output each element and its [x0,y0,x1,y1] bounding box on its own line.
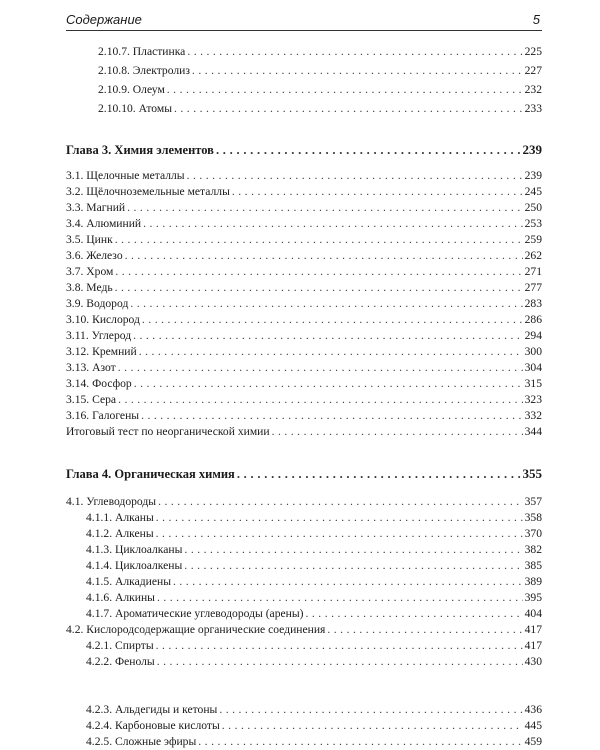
toc-entry-page: 358 [524,511,542,524]
toc-entry-label: 3.11. Углерод [66,329,132,342]
toc-chapter-heading[interactable] [66,466,542,482]
dot-leader [134,376,523,392]
toc-entry[interactable] [66,558,542,574]
dot-leader [187,44,522,60]
toc-entry-page: 436 [524,703,542,716]
toc-entry-page: 344 [524,425,542,438]
toc-entry[interactable] [66,542,542,558]
running-head-page-number: 5 [532,12,540,27]
toc-entry-page: 271 [524,265,542,278]
toc-entry[interactable] [66,216,542,232]
toc-entry-page: 294 [524,329,542,342]
dot-leader [156,526,523,542]
dot-leader [173,574,523,590]
toc-entry[interactable] [66,168,542,184]
toc-entry[interactable] [66,101,542,117]
toc-entry-label: 3.9. Водород [66,297,129,310]
toc-entry-page: 239 [524,169,542,182]
dot-leader [272,424,523,440]
toc-entry-label: 3.2. Щёлочноземельные металлы [66,185,230,198]
toc-entry[interactable] [66,702,542,717]
toc-entry-page: 253 [524,217,542,230]
toc-entry-label: 4.1.6. Алкины [86,591,155,604]
toc-entry-label: 3.16. Галогены [66,409,140,422]
toc-entry[interactable] [66,344,542,360]
toc-entry-label: 4.1.7. Ароматические углеводороды (арены) [86,607,304,620]
toc-entry-page: 262 [524,249,542,262]
toc-entry-label: 3.7. Хром [66,265,114,278]
toc-entry-label: Глава 3. Химия элементов [66,143,214,157]
dot-leader [142,312,523,328]
toc-entry-label: 3.13. Азот [66,361,116,374]
dot-leader [156,510,523,526]
toc-entry-page: 370 [524,527,542,540]
toc-entry[interactable] [66,392,542,408]
toc-entry-label: 3.12. Кремний [66,345,137,358]
toc-entry-label: 4.2.1. Спирты [86,639,154,652]
dot-leader [184,542,522,558]
toc-entry[interactable] [66,376,542,392]
toc-entry[interactable] [66,44,542,60]
dot-leader [237,466,521,482]
toc-entry-page: 417 [524,639,542,652]
toc-entry-label: 3.15. Сера [66,393,117,406]
toc-entry-label: 3.14. Фосфор [66,377,132,390]
toc-entry[interactable] [66,654,542,670]
toc-entry[interactable] [66,734,542,749]
dot-leader [306,606,523,622]
dot-leader [115,280,523,296]
dot-leader [192,63,523,79]
toc-entry[interactable] [66,424,542,440]
dot-leader [143,216,522,232]
toc-entry[interactable] [66,510,542,526]
toc-entry[interactable] [66,622,542,638]
toc-entry[interactable] [66,248,542,264]
toc-entry-page: 286 [524,313,542,326]
toc-entry-page: 239 [522,142,542,157]
dot-leader [187,168,523,184]
toc-entry-page: 233 [524,102,542,115]
toc-entry[interactable] [66,82,542,98]
dot-leader [219,702,522,718]
dot-leader [167,82,523,98]
dot-leader [130,296,522,312]
toc-entry[interactable] [66,638,542,654]
dot-leader [141,408,523,424]
toc-entry-label: 4.1.3. Циклоалканы [86,543,183,556]
dot-leader [184,558,522,574]
toc-entry-label: 4.2.2. Фенолы [86,655,155,668]
dot-leader [157,590,523,606]
toc-entry[interactable] [66,408,542,424]
toc-entry-page: 385 [524,559,542,572]
toc-entry-label: 4.2. Кислородсодержащие органические соединения [66,623,326,636]
toc-entry[interactable] [66,63,542,79]
toc-entry-label: 4.2.4. Карбоновые кислоты [86,719,220,732]
toc-entry-label: Глава 4. Органическая химия [66,467,235,481]
toc-entry-label: 3.5. Цинк [66,233,113,246]
dot-leader [133,328,523,344]
dot-leader [198,734,522,750]
toc-entry-page: 389 [524,575,542,588]
dot-leader [115,264,522,280]
toc-entry[interactable] [66,494,542,510]
toc-entry-page: 395 [524,591,542,604]
toc-entry-label: 3.3. Магний [66,201,126,214]
toc-entry[interactable] [66,232,542,248]
toc-entry-page: 323 [524,393,542,406]
toc-entry-page: 259 [524,233,542,246]
toc-entry-page: 430 [524,655,542,668]
toc-entry-page: 300 [524,345,542,358]
toc-entry-page: 283 [524,297,542,310]
toc-entry-page: 382 [524,543,542,556]
toc-entry[interactable] [66,526,542,542]
toc-entry[interactable] [66,606,542,622]
toc-entry[interactable] [66,360,542,376]
toc-entry-page: 277 [524,281,542,294]
dot-leader [174,101,523,117]
toc-entry[interactable] [66,200,542,216]
toc-entry-page: 245 [524,185,542,198]
toc-entry[interactable] [66,312,542,328]
toc-entry-page: 445 [524,719,542,732]
dot-leader [158,494,523,510]
toc-entry-page: 250 [524,201,542,214]
toc-entry-label: 4.1. Углеводороды [66,495,157,508]
dot-leader [216,142,521,158]
dot-leader [139,344,523,360]
dot-leader [115,232,523,248]
toc-entry[interactable] [66,296,542,312]
dot-leader [327,622,522,638]
toc-entry-label: 2.10.10. Атомы [98,102,172,115]
toc-entry-page: 227 [524,64,542,77]
toc-entry-label: Итоговый тест по неорганической химии [66,425,270,438]
toc-entry-page: 459 [524,735,542,748]
toc-entry-page: 404 [524,607,542,620]
toc-entry-page: 232 [524,83,542,96]
toc-entry-label: 2.10.7. Пластинка [98,45,186,58]
toc-entry-label: 4.1.2. Алкены [86,527,154,540]
toc-entry-page: 332 [524,409,542,422]
toc-chapter-heading[interactable] [66,142,542,158]
dot-leader [156,638,523,654]
toc-entry[interactable] [66,718,542,733]
toc-entry-label: 3.8. Медь [66,281,113,294]
toc-entry-label: 3.10. Кислород [66,313,140,326]
running-head [66,10,542,31]
toc-entry-label: 3.6. Железо [66,249,123,262]
dot-leader [127,200,522,216]
toc-entry[interactable] [66,328,542,344]
toc-entry-label: 4.1.5. Алкадиены [86,575,171,588]
dot-leader [232,184,523,200]
dot-leader [118,360,523,376]
dot-leader [222,718,523,734]
dot-leader [157,654,523,670]
dot-leader [118,392,523,408]
toc-entry[interactable] [66,574,542,590]
toc-entry-label: 2.10.9. Олеум [98,83,165,96]
toc-entry[interactable] [66,280,542,296]
toc-entry-page: 355 [522,466,542,481]
toc-entry-label: 4.2.3. Альдегиды и кетоны [86,703,218,716]
toc-entry[interactable] [66,264,542,280]
toc-entry-page: 357 [524,495,542,508]
toc-entry-page: 304 [524,361,542,374]
running-head-title: Содержание [66,12,142,27]
toc-entry-label: 2.10.8. Электролиз [98,64,190,77]
dot-leader [125,248,523,264]
toc-entry-label: 4.1.4. Циклоалкены [86,559,183,572]
toc-entry-label: 4.1.1. Алканы [86,511,154,524]
toc-entry-label: 4.2.5. Сложные эфиры [86,735,197,748]
toc-entry-label: 3.4. Алюминий [66,217,142,230]
toc-entry-page: 417 [524,623,542,636]
toc-entry-page: 225 [524,45,542,58]
toc-entry-label: 3.1. Щелочные металлы [66,169,185,182]
toc-entry[interactable] [66,184,542,200]
toc-entry[interactable] [66,590,542,606]
toc-entry-page: 315 [524,377,542,390]
